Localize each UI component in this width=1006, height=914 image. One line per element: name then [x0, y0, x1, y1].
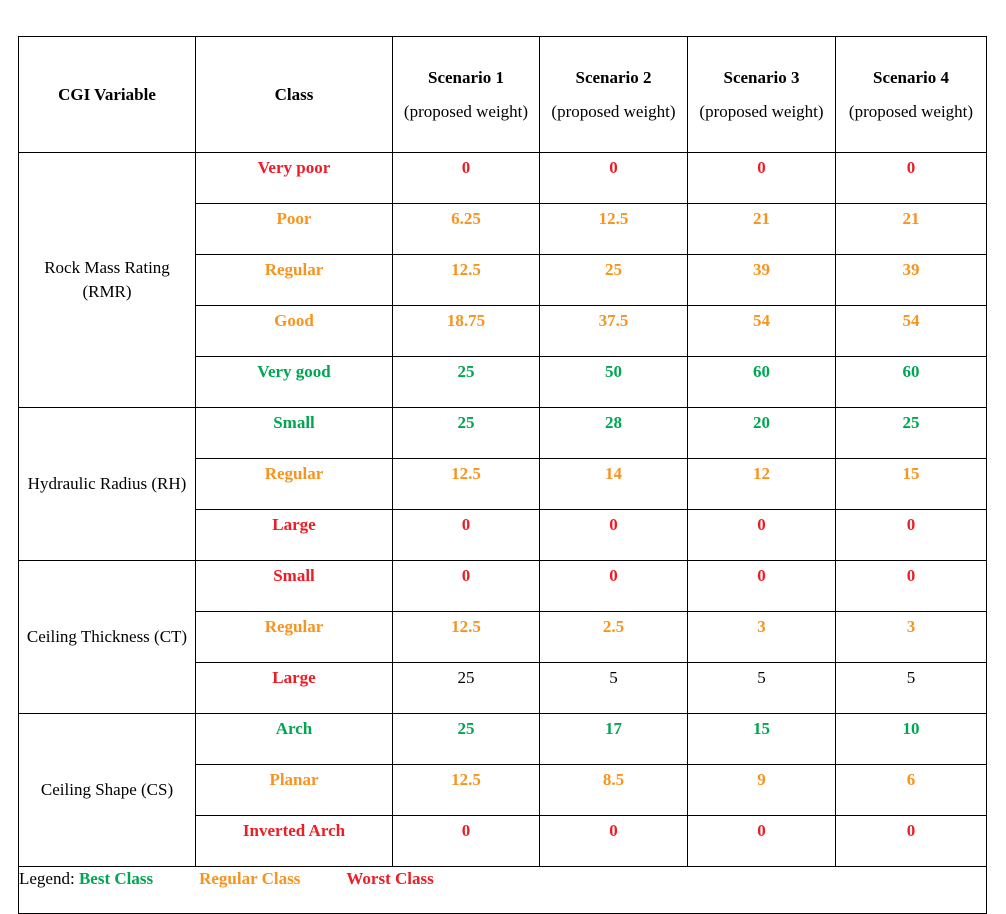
header-scenario-2: [540, 37, 688, 153]
scenario-1-title: Scenario 1: [427, 67, 505, 87]
cgi-variable-cell: Ceiling Thickness (CT): [19, 561, 196, 714]
weight-cell: 12.5: [540, 204, 688, 255]
weight-cell: 50: [540, 357, 688, 408]
weight-cell: 0: [393, 153, 540, 204]
weight-cell: 5: [688, 663, 836, 714]
weight-cell: 12.5: [393, 459, 540, 510]
scenario-3-title: Scenario 3: [723, 67, 800, 87]
weight-cell: 0: [836, 561, 987, 612]
weight-cell: 12.5: [393, 765, 540, 816]
weight-cell: 15: [836, 459, 987, 510]
weight-cell: 12: [688, 459, 836, 510]
weight-cell: 28: [540, 408, 688, 459]
weights-table: [18, 36, 987, 914]
class-cell: Inverted Arch: [196, 816, 393, 867]
weight-cell: 0: [688, 816, 836, 867]
weight-cell: 37.5: [540, 306, 688, 357]
weight-cell: 21: [688, 204, 836, 255]
class-cell: Very good: [196, 357, 393, 408]
weight-cell: 25: [836, 408, 987, 459]
class-cell: Very poor: [196, 153, 393, 204]
table-row: [19, 561, 987, 612]
scenario-1-subtitle: (proposed weight): [403, 101, 529, 121]
weight-cell: 54: [836, 306, 987, 357]
weight-cell: 12.5: [393, 255, 540, 306]
weight-cell: 0: [393, 561, 540, 612]
class-cell: Regular: [196, 459, 393, 510]
weight-cell: 0: [393, 510, 540, 561]
weight-cell: 60: [836, 357, 987, 408]
table-row: [19, 408, 987, 459]
cgi-variable-cell: Ceiling Shape (CS): [19, 714, 196, 867]
table-row: [19, 153, 987, 204]
class-cell: Large: [196, 663, 393, 714]
class-cell: Poor: [196, 204, 393, 255]
class-cell: Arch: [196, 714, 393, 765]
weight-cell: 14: [540, 459, 688, 510]
weight-cell: 0: [540, 153, 688, 204]
class-cell: Good: [196, 306, 393, 357]
weight-cell: 0: [540, 510, 688, 561]
weight-cell: 3: [836, 612, 987, 663]
weight-cell: 20: [688, 408, 836, 459]
legend-item-worst: Worst Class: [346, 869, 434, 888]
weight-cell: 0: [836, 153, 987, 204]
scenario-2-title: Scenario 2: [575, 67, 652, 87]
table-row: [19, 714, 987, 765]
scenario-2-subtitle: (proposed weight): [551, 101, 676, 121]
weight-cell: 17: [540, 714, 688, 765]
class-cell: Regular: [196, 255, 393, 306]
weight-cell: 2.5: [540, 612, 688, 663]
header-cgi-variable: CGI Variable: [19, 37, 196, 153]
weight-cell: 0: [540, 816, 688, 867]
weight-cell: 39: [836, 255, 987, 306]
weight-cell: 12.5: [393, 612, 540, 663]
class-cell: Small: [196, 408, 393, 459]
scenario-4-title: Scenario 4: [872, 67, 950, 87]
weight-cell: 0: [540, 561, 688, 612]
weight-cell: 25: [393, 714, 540, 765]
class-cell: Small: [196, 561, 393, 612]
cgi-variable-cell: Hydraulic Radius (RH): [19, 408, 196, 561]
weight-cell: 60: [688, 357, 836, 408]
legend-row: [19, 867, 987, 914]
header-scenario-1: [393, 37, 540, 153]
weight-cell: 0: [688, 153, 836, 204]
weight-cell: 25: [393, 663, 540, 714]
weight-cell: 25: [540, 255, 688, 306]
weight-cell: 0: [836, 510, 987, 561]
header-row: [19, 37, 987, 153]
legend: [19, 867, 987, 914]
weight-cell: 25: [393, 408, 540, 459]
cgi-variable-cell: Rock Mass Rating (RMR): [19, 153, 196, 408]
header-scenario-4: [836, 37, 987, 153]
weight-cell: 6: [836, 765, 987, 816]
header-class: Class: [196, 37, 393, 153]
weight-cell: 0: [393, 816, 540, 867]
legend-label: Legend:: [19, 869, 75, 888]
weight-cell: 9: [688, 765, 836, 816]
class-cell: Regular: [196, 612, 393, 663]
scenario-4-subtitle: (proposed weight): [848, 101, 974, 121]
weight-cell: 18.75: [393, 306, 540, 357]
class-cell: Large: [196, 510, 393, 561]
weight-cell: 0: [688, 510, 836, 561]
weight-cell: 8.5: [540, 765, 688, 816]
weight-cell: 5: [836, 663, 987, 714]
weight-cell: 0: [688, 561, 836, 612]
weight-cell: 10: [836, 714, 987, 765]
weight-cell: 21: [836, 204, 987, 255]
weight-cell: 54: [688, 306, 836, 357]
weight-cell: 5: [540, 663, 688, 714]
weight-cell: 6.25: [393, 204, 540, 255]
header-scenario-3: [688, 37, 836, 153]
weight-cell: 39: [688, 255, 836, 306]
weight-cell: 3: [688, 612, 836, 663]
weight-cell: 25: [393, 357, 540, 408]
legend-item-regular: Regular Class: [199, 869, 301, 888]
weight-cell: 15: [688, 714, 836, 765]
legend-item-best: Best Class: [78, 869, 154, 888]
weight-cell: 0: [836, 816, 987, 867]
scenario-3-subtitle: (proposed weight): [699, 101, 824, 121]
class-cell: Planar: [196, 765, 393, 816]
